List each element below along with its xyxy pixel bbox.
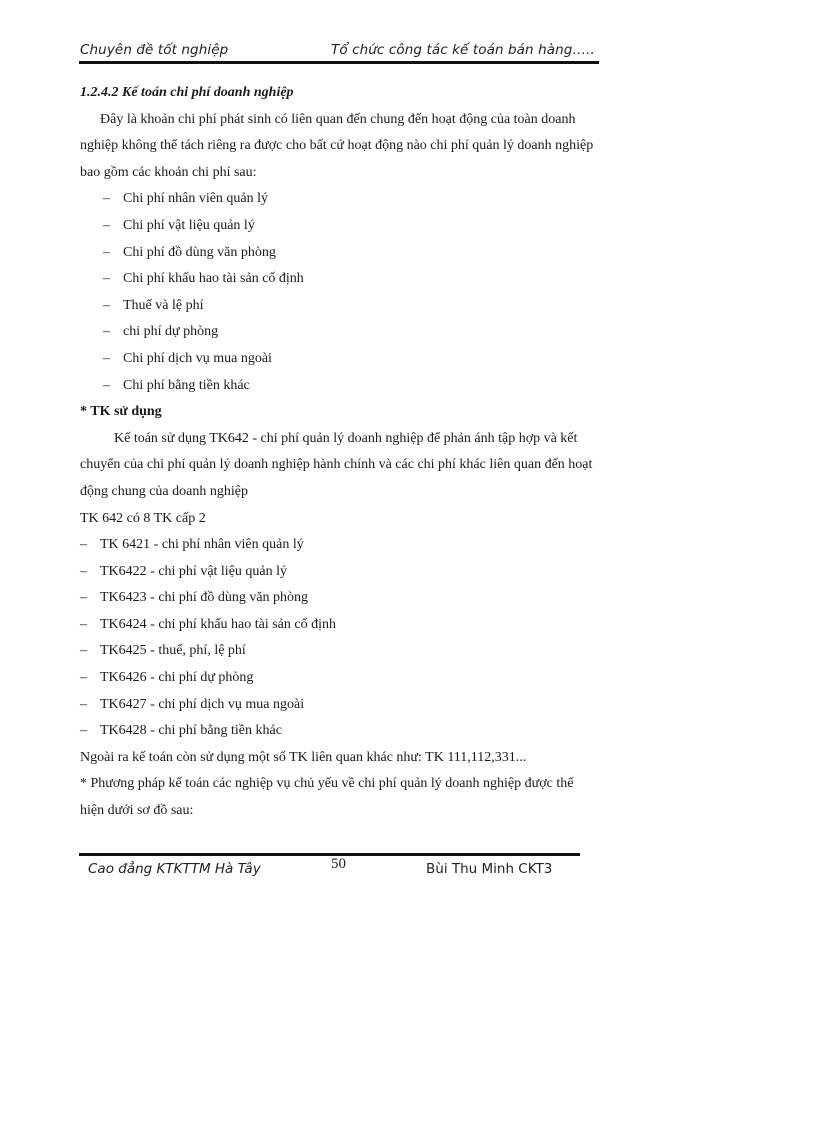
list-item: – TK6425 - thuế, phí, lệ phí: [80, 643, 246, 659]
section-intro: Đây là khoản chi phí phát sinh có liên quan đến chung đến hoạt động của toàn doanh nghiệp không thể tách riêng ra được cho bất cứ hoạt động nào chi phí quản lý doanh nghiệp bao gồm các khoản chi phí sau:: [80, 111, 594, 180]
header-right: Tổ chức công tác kế toán bán hàng…..: [331, 42, 595, 58]
accounts-heading: * TK sử dụng: [80, 404, 162, 420]
page-number: 50: [331, 856, 346, 872]
footer-divider: [79, 853, 580, 856]
document-body: [80, 80, 600, 825]
list-item: – Chi phí khấu hao tài sản cố định: [103, 271, 304, 287]
list-item: – chi phí dự phòng: [103, 324, 219, 340]
list-item: – TK6427 - chi phí dịch vụ mua ngoài: [80, 696, 305, 712]
list-item: – Chi phí bằng tiền khác: [103, 377, 250, 393]
header-left: Chuyên đề tốt nghiệp: [80, 42, 229, 58]
list-item: – TK6426 - chi phí dự phòng: [80, 670, 254, 686]
expense-list: [80, 186, 600, 399]
list-item: – Chi phí vật liệu quản lý: [103, 217, 255, 233]
list-item: – TK6423 - chi phí đồ dùng văn phòng: [80, 590, 309, 606]
accounts-subheading: TK 642 có 8 TK cấp 2: [80, 510, 206, 526]
list-item: – Chi phí dịch vụ mua ngoài: [103, 350, 272, 366]
footer-left: Cao đẳng KTKTTM Hà Tây: [88, 861, 261, 877]
list-item: – TK6428 - chi phí bằng tiền khác: [80, 723, 282, 739]
section-title: 1.2.4.2 Kế toán chi phí doanh nghiệp: [80, 85, 294, 100]
list-item: – TK6424 - chi phí khấu hao tài sản cố định: [80, 616, 337, 632]
account-list: [80, 532, 600, 745]
list-item: – Chi phí nhân viên quản lý: [103, 191, 269, 207]
accounts-intro: Kế toán sử dụng TK642 - chi phí quản lý doanh nghiệp để phản ánh tập hợp và kết chuyển của chi phí quản lý doanh nghiệp hành chính và các chi phí khác liên quan đến hoạt động chung của doanh nghiệp: [80, 430, 593, 499]
header-divider: [79, 61, 599, 64]
list-item: – Thuế và lệ phí: [103, 297, 204, 313]
list-item: – TK 6421 - chi phí nhân viên quản lý: [80, 537, 304, 553]
accounts-method: * Phương pháp kế toán các nghiệp vụ chủ yếu về chi phí quản lý doanh nghiệp được thể hiện dưới sơ đồ sau:: [80, 776, 574, 819]
list-item: – Chi phí đồ dùng văn phòng: [103, 244, 276, 260]
list-item: – TK6422 - chi phí vật liệu quản lý: [80, 563, 288, 579]
accounts-other: Ngoài ra kế toán còn sử dụng một số TK liên quan khác như: TK 111,112,331...: [80, 749, 527, 765]
footer-right: Bùi Thu Minh CKT3: [426, 861, 553, 877]
